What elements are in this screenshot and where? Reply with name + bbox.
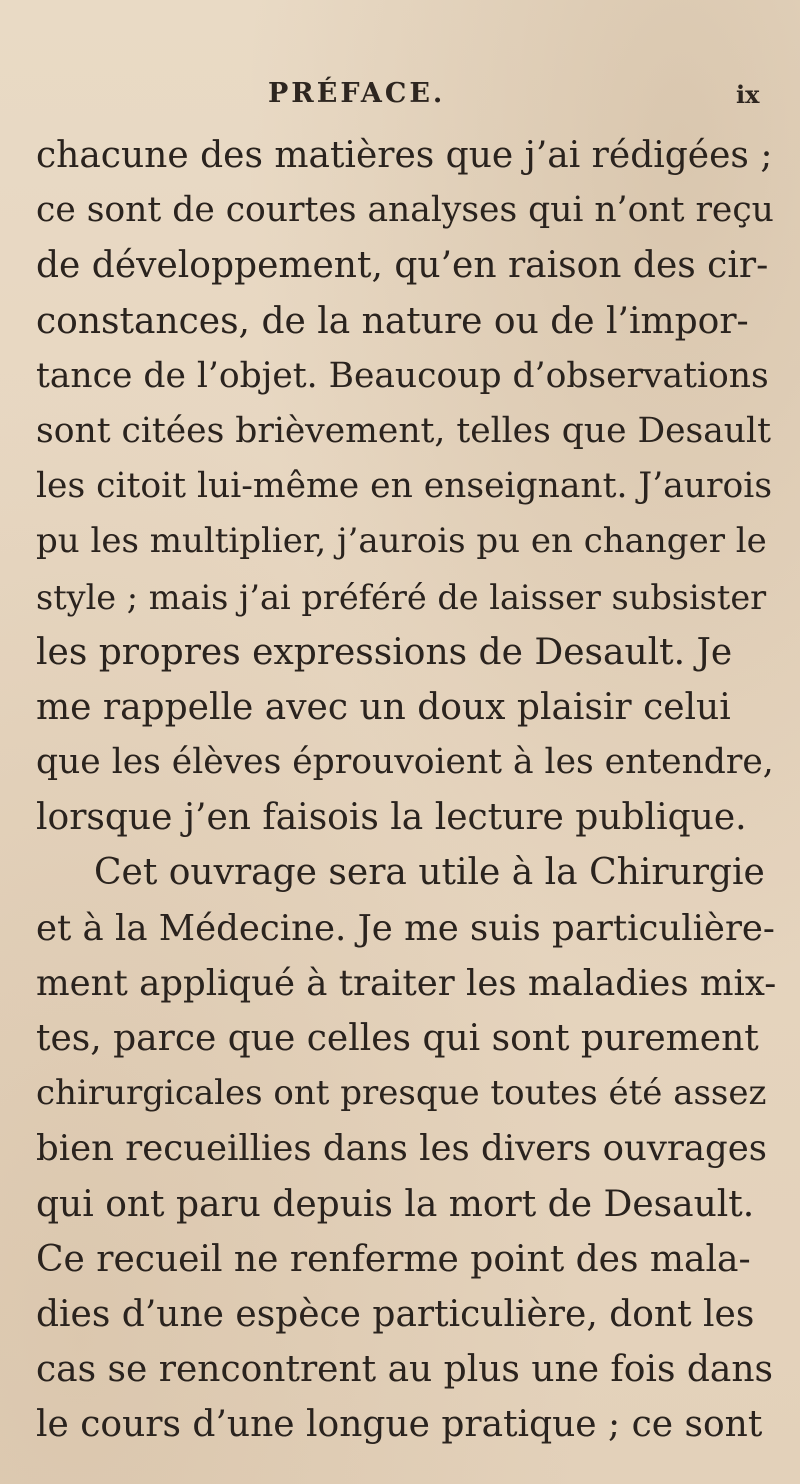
page-number: ix <box>736 80 760 109</box>
text-line: qui ont paru depuis la mort de Desault. <box>36 1183 755 1225</box>
text-line: le cours d’une longue pratique ; ce sont <box>36 1404 763 1446</box>
text-line: lorsque j’en faisois la lecture publique. <box>36 797 747 839</box>
text-line: dies d’une espèce particulière, dont les <box>36 1293 755 1335</box>
text-line: bien recueillies dans les divers ouvrages <box>36 1128 768 1170</box>
text-line: style ; mais j’ai préféré de laisser subsister <box>36 577 767 617</box>
body-text <box>36 128 776 1453</box>
text-line: les citoit lui-même en enseignant. J’aurois <box>36 466 773 507</box>
text-line: de développement, qu’en raison des cir- <box>36 245 769 287</box>
text-line: cas se rencontrent au plus une fois dans <box>36 1349 774 1391</box>
text-line: me rappelle avec un doux plaisir celui <box>36 686 731 728</box>
text-line: tes, parce que celles qui sont purement <box>36 1018 759 1059</box>
running-head-title: PRÉFACE. <box>268 78 446 109</box>
text-line: les propres expressions de Desault. Je <box>36 631 733 673</box>
text-line: et à la Médecine. Je me suis particulière- <box>36 907 775 949</box>
text-line: ment appliqué à traiter les maladies mix- <box>36 962 777 1004</box>
text-line: chacune des matières que j’ai rédigées ; <box>36 135 773 176</box>
paragraph-start-line: Cet ouvrage sera utile à la Chirurgie <box>94 852 765 894</box>
text-line: tance de l’objet. Beaucoup d’observations <box>36 355 769 396</box>
text-line: pu les multiplier, j’aurois pu en changer le <box>36 521 767 562</box>
text-line: Ce recueil ne renferme point des mala- <box>36 1238 751 1280</box>
text-line: sont citées brièvement, telles que Desault <box>36 410 771 451</box>
text-line: constances, de la nature ou de l’impor- <box>36 300 749 342</box>
running-head <box>0 78 800 118</box>
text-line: chirurgicales ont presque toutes été assez <box>36 1073 767 1114</box>
text-line: ce sont de courtes analyses qui n’ont reçu <box>36 190 774 231</box>
text-line: que les élèves éprouvoient à les entendre, <box>36 742 774 783</box>
